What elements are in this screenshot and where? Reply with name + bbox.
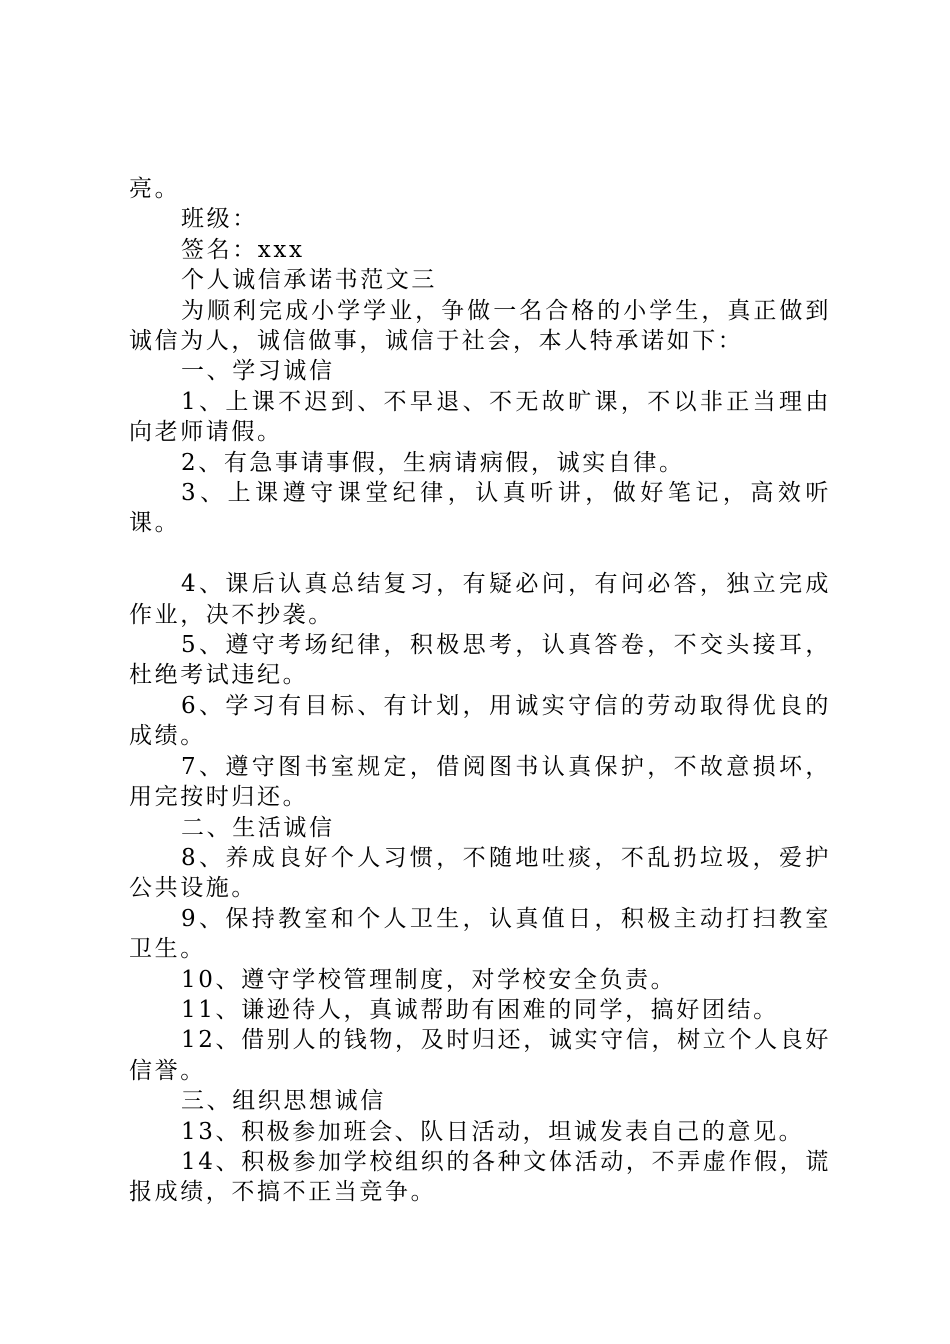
intro-paragraph: 为顺利完成小学学业，争做一名合格的小学生，真正做到诚信为人，诚信做事，诚信于社会，本人特承诺如下：	[129, 297, 831, 355]
class-field-label: 班级：	[181, 206, 258, 233]
list-item: 2、有急事请事假，生病请病假，诚实自律。	[181, 449, 685, 476]
list-item: 4、课后认真总结复习，有疑必问，有问必答，独立完成作业，决不抄袭。	[129, 571, 831, 628]
list-item: 9、保持教室和个人卫生，认真值日，积极主动打扫教室卫生。	[129, 905, 831, 963]
list-item: 12、借别人的钱物，及时归还，诚实守信，树立个人良好信誉。	[129, 1027, 831, 1084]
heading-study-integrity: 一、学习诚信	[181, 358, 335, 385]
heading-life-integrity: 二、生活诚信	[181, 814, 335, 841]
list-item: 10、遵守学校管理制度，对学校安全负责。	[181, 966, 677, 993]
signature-field: 签名：xxx	[181, 236, 305, 263]
paragraph-continuation: 亮。	[129, 176, 181, 202]
list-item: 11、谦逊待人，真诚帮助有困难的同学，搞好团结。	[181, 996, 779, 1023]
list-item: 8、养成良好个人习惯，不随地吐痰，不乱扔垃圾，爱护公共设施。	[129, 844, 831, 902]
section-title: 个人诚信承诺书范文三	[181, 267, 437, 294]
heading-organization-integrity: 三、组织思想诚信	[181, 1088, 386, 1115]
list-item: 14、积极参加学校组织的各种文体活动，不弄虚作假，谎报成绩，不搞不正当竞争。	[129, 1148, 831, 1206]
list-item: 1、上课不迟到、不早退、不无故旷课，不以非正当理由向老师请假。	[129, 388, 831, 446]
blank-line	[129, 539, 831, 569]
list-item: 7、遵守图书室规定，借阅图书认真保护，不故意损坏，用完按时归还。	[129, 753, 831, 811]
list-item: 6、学习有目标、有计划，用诚实守信的劳动取得优良的成绩。	[129, 692, 831, 750]
list-item: 13、积极参加班会、队日活动，坦诚发表自己的意见。	[181, 1118, 805, 1145]
list-item: 3、上课遵守课堂纪律，认真听讲，做好笔记，高效听课。	[129, 480, 831, 537]
document-body	[129, 174, 831, 1208]
list-item: 5、遵守考场纪律，积极思考，认真答卷，不交头接耳，杜绝考试违纪。	[129, 632, 831, 689]
